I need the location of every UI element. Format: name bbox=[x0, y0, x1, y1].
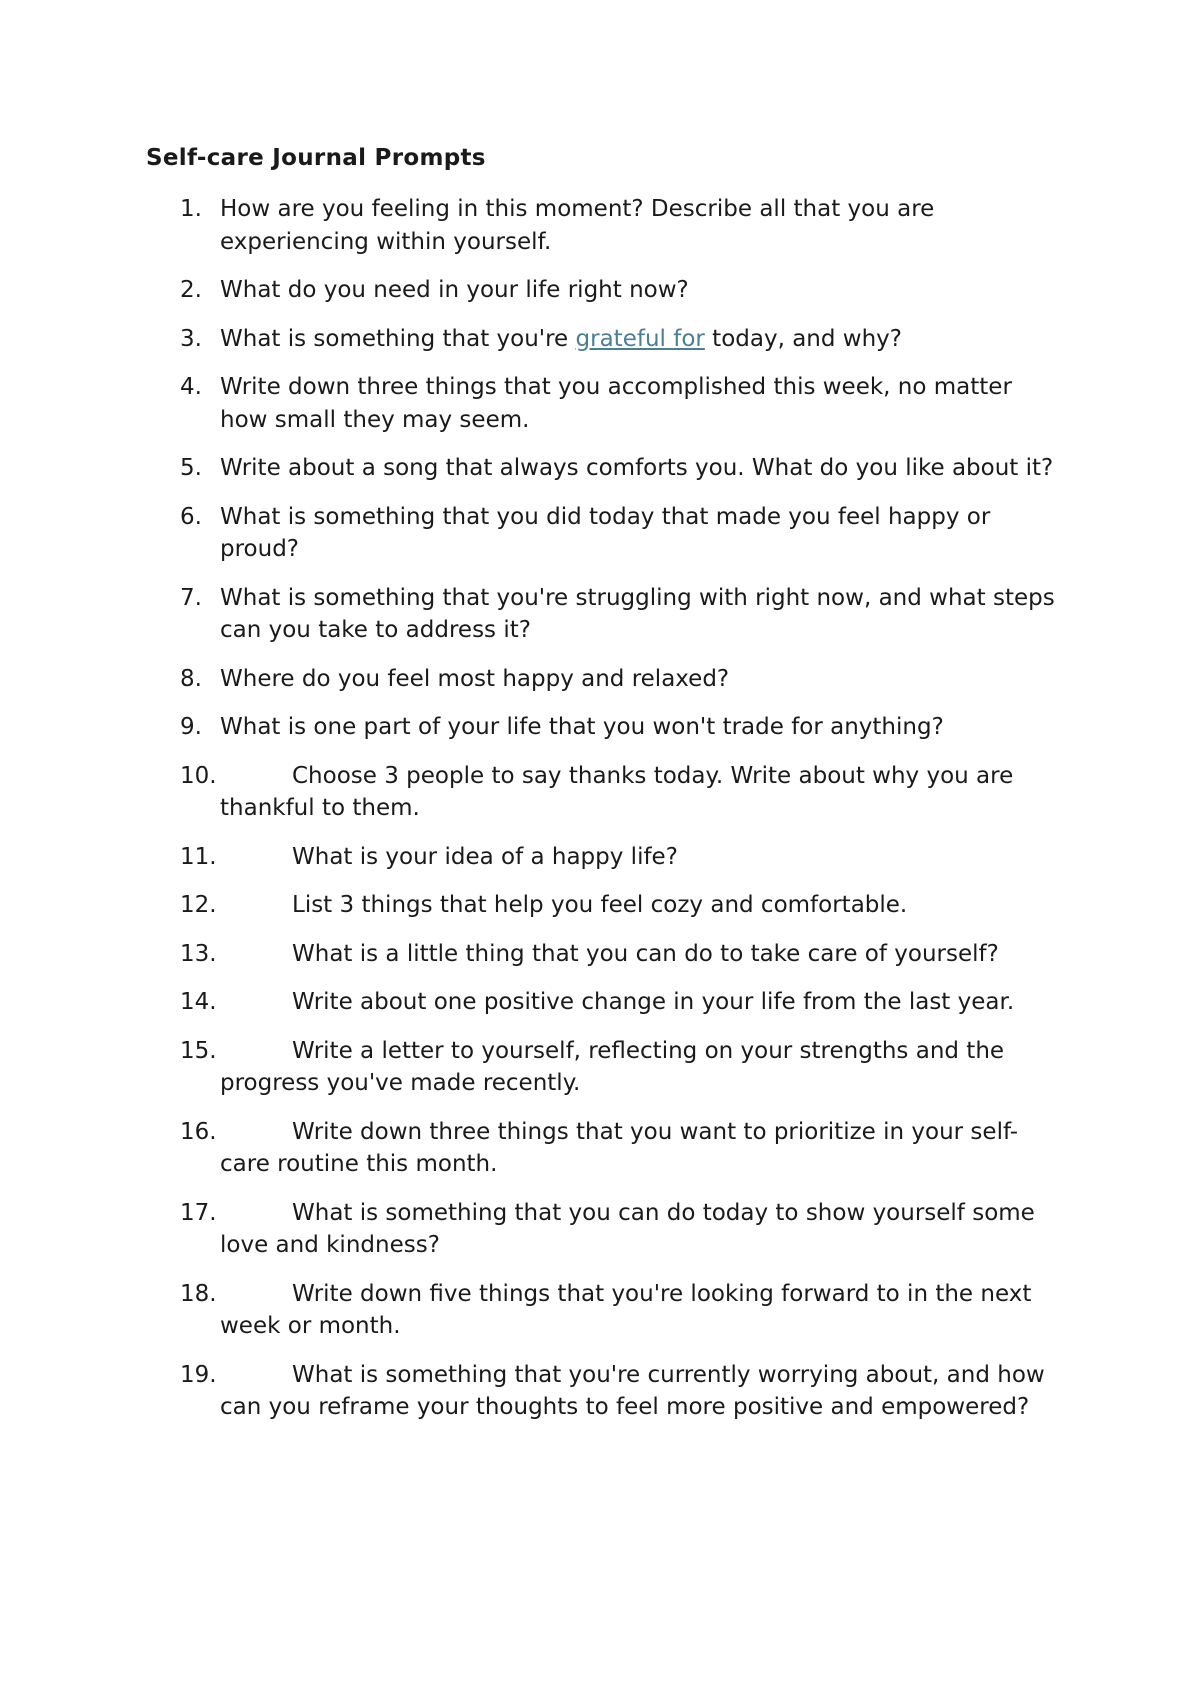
item-text: Write down five things that you're looking forward to in the next week or month. bbox=[220, 1280, 1032, 1339]
item-number: 18. bbox=[180, 1280, 217, 1307]
item-number: 4. bbox=[180, 374, 202, 400]
item-number: 12. bbox=[180, 892, 217, 918]
item-number: 11. bbox=[180, 843, 217, 870]
item-number: 5. bbox=[180, 455, 202, 481]
item-text: What is something that you can do today to show yourself some love and kindness? bbox=[220, 1199, 1035, 1258]
list-item bbox=[146, 1197, 1066, 1262]
item-number: 10. bbox=[180, 762, 217, 789]
grateful-for-link[interactable]: grateful for bbox=[575, 325, 705, 352]
list-item bbox=[146, 371, 1066, 436]
item-text: Write a letter to yourself, reflecting on your strengths and the progress you've made recently. bbox=[220, 1037, 1005, 1096]
list-item bbox=[146, 938, 1066, 971]
item-text-before: What is something that you're bbox=[220, 325, 576, 352]
list-item bbox=[146, 1278, 1066, 1343]
list-item bbox=[146, 711, 1066, 744]
item-text: How are you feeling in this moment? Describe all that you are experiencing within yourself. bbox=[220, 196, 935, 255]
list-item bbox=[146, 501, 1066, 566]
item-number: 1. bbox=[180, 196, 202, 222]
item-text: Choose 3 people to say thanks today. Write about why you are thankful to them. bbox=[220, 762, 1014, 821]
item-text bbox=[220, 323, 1066, 356]
prompt-list bbox=[146, 193, 1066, 1440]
item-number: 16. bbox=[180, 1118, 217, 1145]
item-text: Write down three things that you accomplished this week, no matter how small they may seem. bbox=[220, 374, 1012, 433]
list-item bbox=[146, 986, 1066, 1019]
item-number: 17. bbox=[180, 1199, 217, 1226]
item-number: 19. bbox=[180, 1361, 217, 1388]
list-item bbox=[146, 1359, 1066, 1424]
item-text: What do you need in your life right now? bbox=[220, 277, 689, 303]
item-number: 2. bbox=[180, 277, 202, 303]
list-item bbox=[146, 452, 1066, 485]
item-number: 7. bbox=[180, 584, 202, 611]
list-item bbox=[146, 841, 1066, 874]
item-text: What is a little thing that you can do to take care of yourself? bbox=[292, 940, 999, 967]
item-text: Where do you feel most happy and relaxed? bbox=[220, 665, 730, 692]
item-text-after: today, and why? bbox=[704, 325, 902, 352]
list-item bbox=[146, 1035, 1066, 1100]
item-text: What is something that you're struggling with right now, and what steps can you take to address it? bbox=[220, 584, 1055, 643]
item-number: 9. bbox=[180, 714, 202, 740]
list-item bbox=[146, 760, 1066, 825]
list-item bbox=[146, 582, 1066, 647]
item-text: What is your idea of a happy life? bbox=[292, 843, 678, 870]
item-text: Write about a song that always comforts you. What do you like about it? bbox=[220, 455, 1054, 481]
item-number: 15. bbox=[180, 1037, 217, 1064]
list-item bbox=[146, 323, 1066, 356]
document-title: Self-care Journal Prompts bbox=[146, 145, 486, 171]
item-text: What is something that you're currently worrying about, and how can you reframe your thoughts to feel more positive and empowered? bbox=[220, 1361, 1045, 1420]
item-text: Write down three things that you want to prioritize in your self-care routine this month. bbox=[220, 1118, 1019, 1177]
list-item bbox=[146, 1116, 1066, 1181]
item-number: 6. bbox=[180, 503, 202, 530]
item-number: 8. bbox=[180, 665, 202, 692]
item-text: List 3 things that help you feel cozy and comfortable. bbox=[292, 892, 908, 918]
list-item bbox=[146, 663, 1066, 696]
item-number: 13. bbox=[180, 940, 217, 967]
list-item bbox=[146, 889, 1066, 922]
item-text: Write about one positive change in your life from the last year. bbox=[292, 989, 1015, 1015]
item-text: What is one part of your life that you won't trade for anything? bbox=[220, 714, 944, 740]
item-number: 3. bbox=[180, 325, 202, 352]
item-text: What is something that you did today that made you feel happy or proud? bbox=[220, 503, 991, 562]
list-item bbox=[146, 193, 1066, 258]
list-item bbox=[146, 274, 1066, 307]
item-number: 14. bbox=[180, 989, 217, 1015]
